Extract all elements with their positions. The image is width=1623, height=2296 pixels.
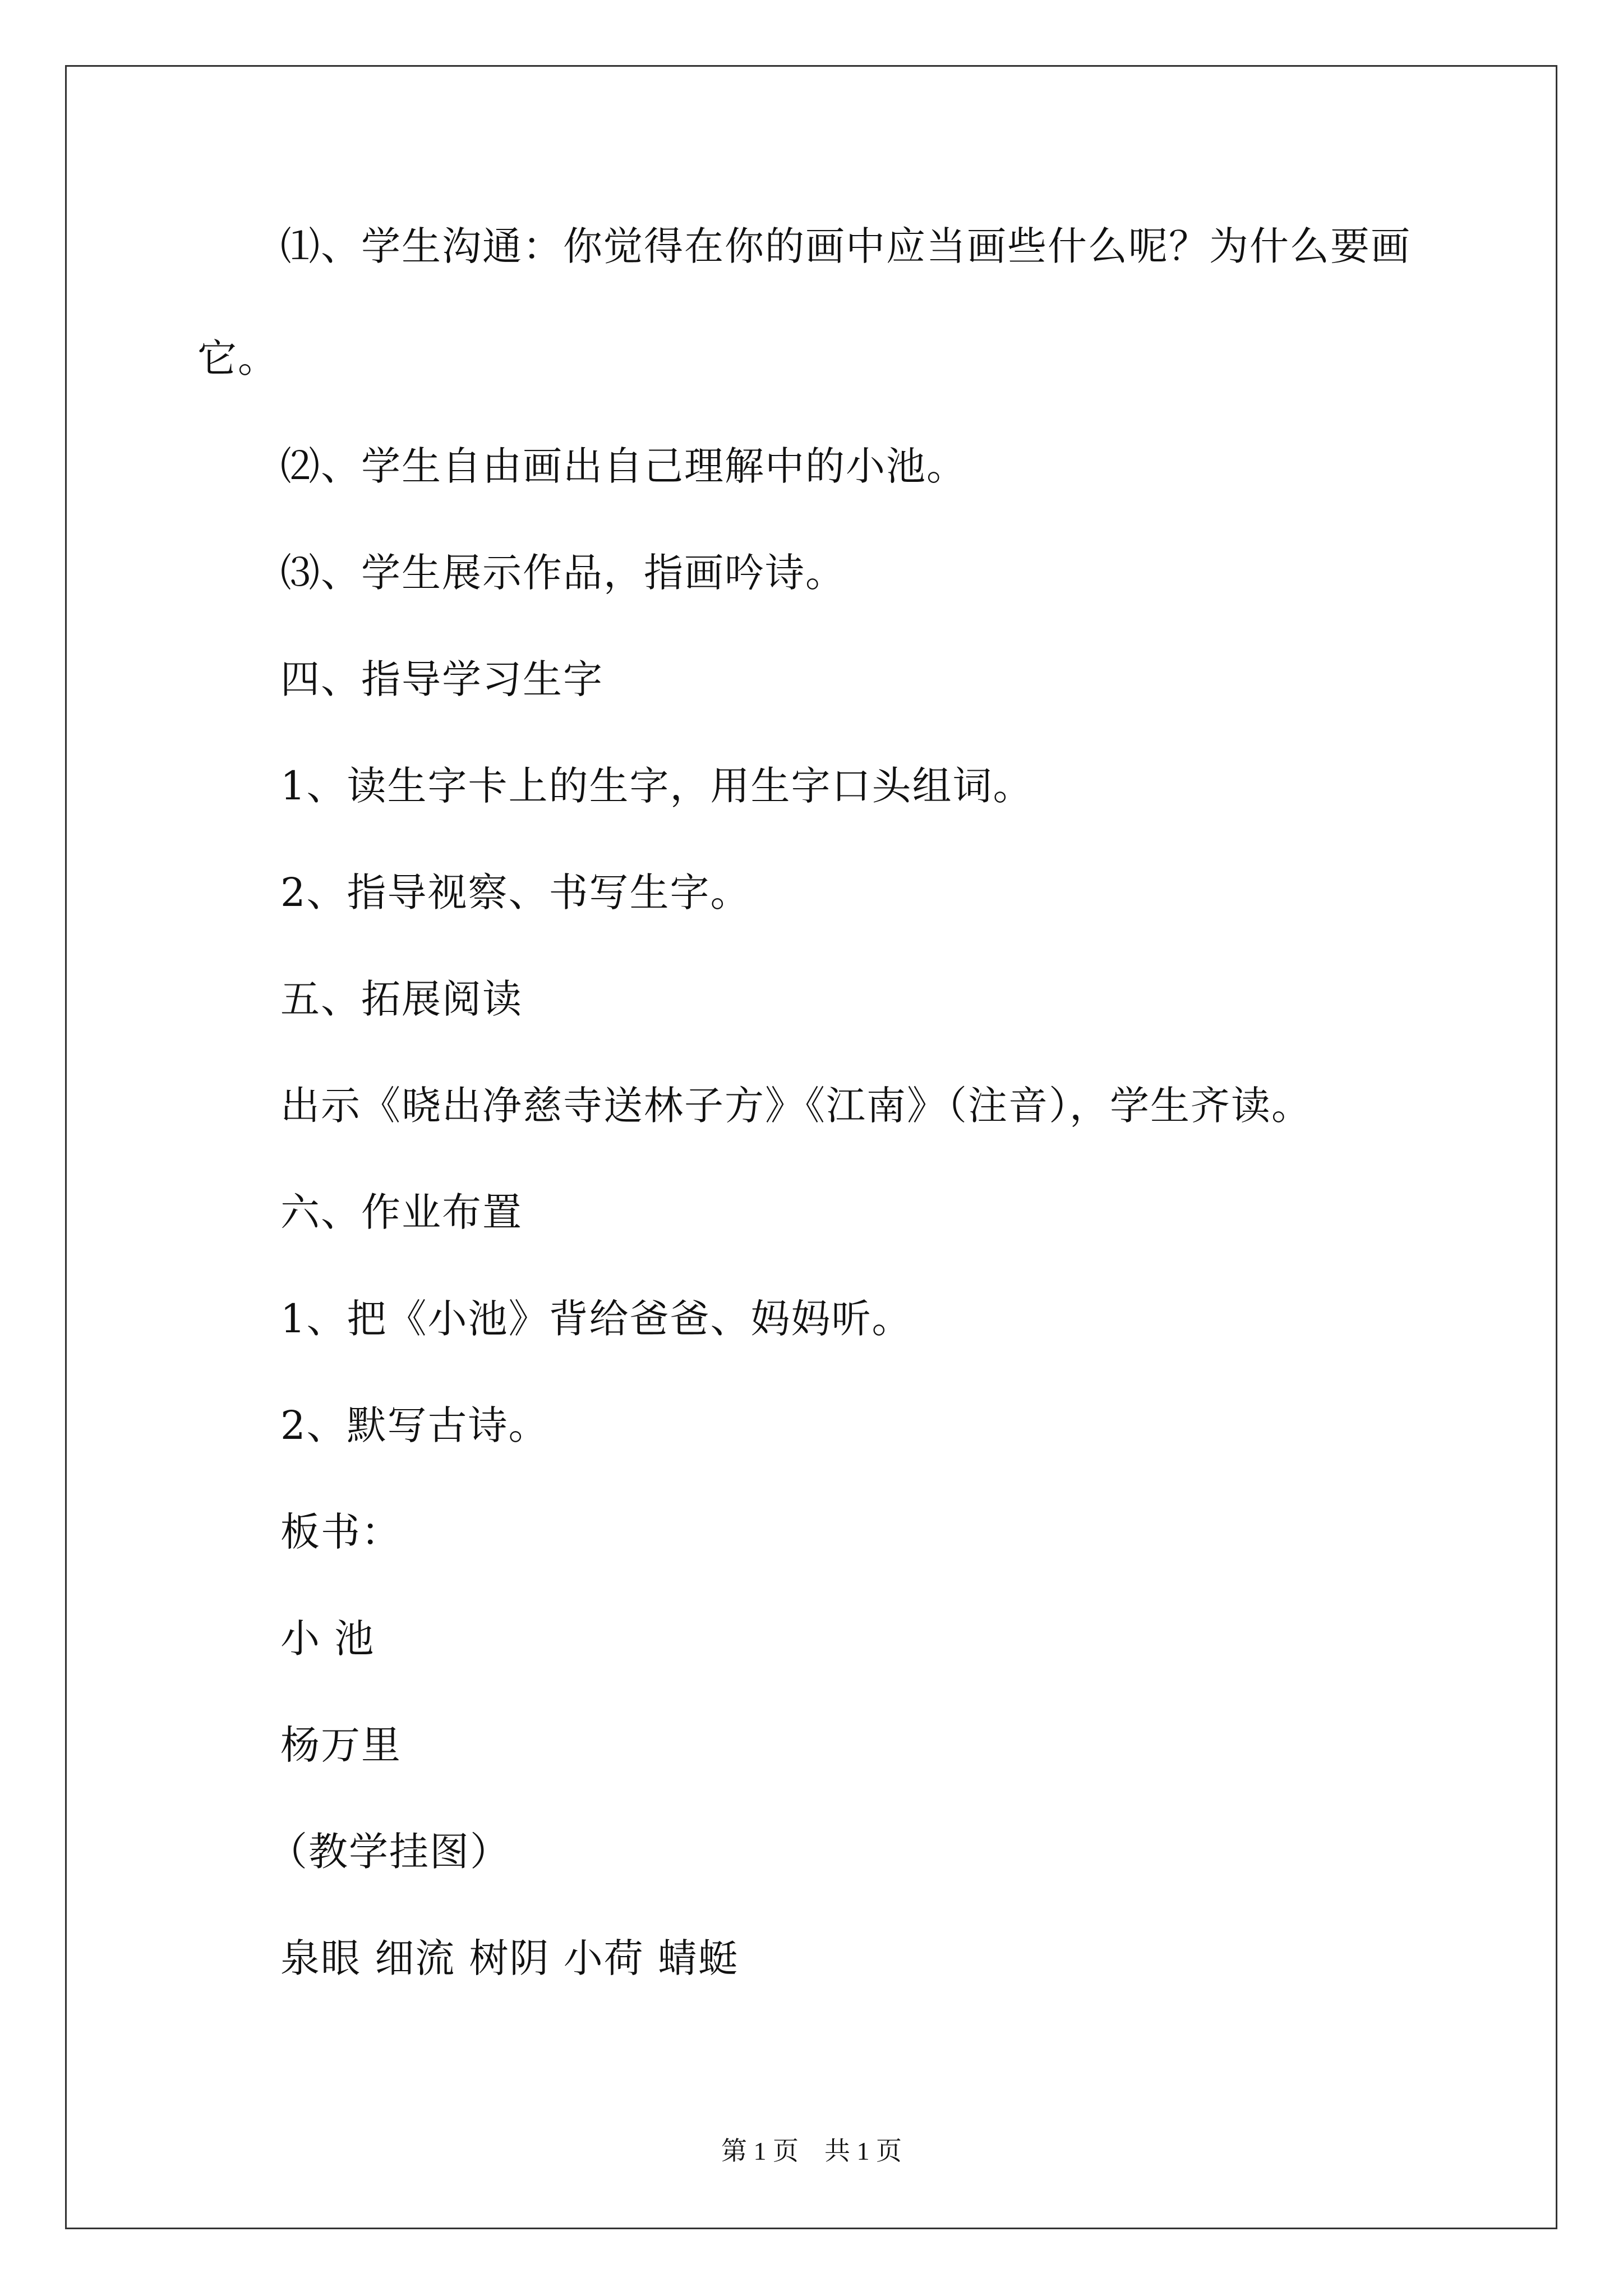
paragraph-9: 2、默写古诗。 <box>280 1402 549 1448</box>
paragraph-11: 小 池 <box>280 1616 375 1662</box>
section-heading-5: 五、拓展阅读 <box>280 976 523 1022</box>
section-heading-4: 四、指导学习生字 <box>280 656 603 702</box>
paragraph-6: 2、指导视察、书写生字。 <box>280 869 751 915</box>
page-footer: 第 1 页 共 1 页 <box>721 2137 902 2165</box>
paragraph-5: 1、读生字卡上的生字，用生字口头组词。 <box>280 763 1034 809</box>
paragraph-13: （教学挂图） <box>268 1829 510 1875</box>
paragraph-7: 出示《晓出净慈寺送林子方》《江南》（注音），学生齐读。 <box>280 1083 1312 1129</box>
paragraph-1: ⑴、学生沟通：你觉得在你的画中应当画些什么呢？为什么要画 <box>280 223 1411 269</box>
paragraph-3: ⑵、学生自由画出自己理解中的小池。 <box>280 443 967 489</box>
section-heading-6: 六、作业布置 <box>280 1189 523 1235</box>
paragraph-8: 1、把《小池》背给爸爸、妈妈听。 <box>280 1296 912 1342</box>
paragraph-2: 它。 <box>197 335 278 381</box>
paragraph-10: 板书： <box>280 1509 402 1555</box>
paragraph-14: 泉眼 细流 树阴 小荷 蜻蜓 <box>280 1935 739 1981</box>
paragraph-4: ⑶、学生展示作品，指画吟诗。 <box>280 550 846 596</box>
paragraph-12: 杨万里 <box>280 1722 402 1768</box>
